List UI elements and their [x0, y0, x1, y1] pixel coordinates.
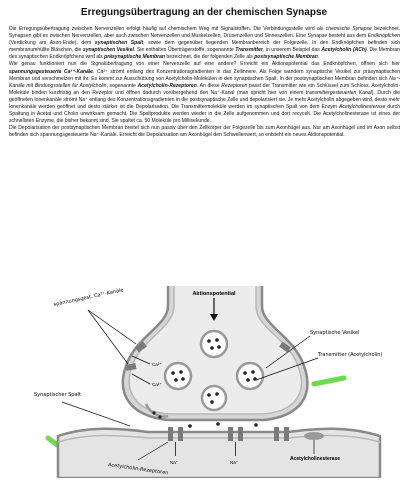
term-synaptischer-spalt: synaptischen Spalt — [94, 40, 144, 47]
ca-ion-label: Ca²⁺ — [152, 382, 162, 387]
text-run: . Ca²⁺ strömt entlang des Konzentrationsgradienten in das Zellinnere. Als Folge wandern synaptische Vesikel zur präsynaptischen Membran und verschmelzen mit ihr. Es kommt zur Ausschüttung von Acetylcholin-Molekülen in den synaptischen Spalt. In der postsynaptischen Membran befinden sich — [9, 68, 401, 82]
paragraph-1 — [9, 26, 400, 61]
text-run: . Die Membran des synaptischen Endknöpfchens wird als — [9, 47, 400, 61]
highlight-stroke — [314, 378, 344, 384]
synapse-diagram — [18, 286, 388, 478]
term-acetylcholinesterase: Acetylcholinesterase — [339, 104, 386, 111]
term-ca-kanaele: spannungsgesteuerte Ca²⁺-Kanäle — [9, 68, 93, 75]
paragraph-3: Die Depolarisation der postsynaptischen Membran breitet sich nun passiv über den Zellkörper der Folgezelle bis zum Axonhügel aus. Nur am Axonhügel und im Axon selbst befinden sich spannungsgesteuerte Na⁺-Kanäle. Erreicht die Depolarisation am Axonhügel den Schwellenwert, so entsteht ein neues Aktionspotential. — [9, 125, 400, 139]
transmitter-molecule — [188, 424, 192, 428]
text-run: , sogenannte — [106, 82, 138, 89]
text-run: bezeichnet, die der folgenden Zelle als — [164, 54, 255, 61]
term-na-kanaele: Na⁺-Kanäle mit Bindungsstellen für Acetylcholin — [9, 75, 400, 89]
document-title: Erregungsübertragung an der chemischen Synapse — [80, 7, 328, 18]
text-run: durch Spaltung in Acetat und Cholin unwirksam gemacht. Die Spaltprodukte werden wieder in die Zelle aufgenommen und dort recycelt. Die Acetylcholinesterase ist eines der schnellsten Enzyme, die bisher bekannt sind. Sie spaltet ca. 50 Moleküle pro Millisekunde. — [9, 104, 401, 125]
acetylcholinesterase-enzyme — [304, 432, 324, 440]
esterase-label: Acetylcholinesterase — [290, 456, 341, 462]
term-praesynaptische-membran: präsynaptische Membran — [104, 54, 165, 61]
transmitter-label: Transmitter (Acetylcholin) — [318, 352, 383, 358]
label-leader — [88, 310, 128, 364]
vesicle-label: Synaptische Vesikel — [310, 330, 360, 336]
text-run: Wie genau funktioniert nun die Signalübertragung von einer Nervenzelle auf eine andere? Erreicht ein Aktionspotential das Endknöpfchen, öffnen sich hier — [9, 61, 400, 68]
term-transmitter: Transmitter — [235, 47, 263, 54]
text-run: , in unserem Beispiel das — [262, 47, 322, 54]
text-run: bezeichnet. Synapsen gibt es zwischen Nervenzellen, aber auch zwischen Nervenzellen und Muskelzellen, Drüsenzellen und Sinneszellen. Eine Synapse besteht aus dem — [9, 26, 401, 40]
paragraph-2 — [9, 61, 400, 125]
label-leader — [88, 310, 136, 344]
term-acetylcholin: Acetylcholin (ACh) — [321, 47, 367, 54]
document-body — [9, 26, 400, 140]
text-run: Die Erregungsübertragung zwischen Nervenzellen erfolgt häufig auf chemischem Weg mit Signalstoffen. Die Verbindungsstelle wird als — [9, 26, 326, 32]
term-acetylcholin-rezeptoren: Acetylcholin-Rezeptoren — [137, 82, 197, 89]
synaptic-cleft-label: Synaptischer Spalt — [34, 392, 81, 398]
na-ion-label: Na⁺ — [170, 460, 179, 465]
synaptic-vesicle — [202, 386, 226, 410]
text-run: . — [317, 54, 320, 61]
term-postsynaptische-membran: postsynaptische Membran — [254, 54, 318, 61]
transmitter-molecule — [254, 423, 258, 427]
transmitter-molecule — [216, 422, 220, 426]
synaptic-vesicle — [165, 363, 191, 389]
synaptic-vesicle — [237, 363, 263, 389]
ca-ion-label: Ca²⁺ — [152, 362, 162, 367]
text-run: ). Durch die geöffneten Ionenkanäle strömt Na⁺ entlang des Konzentrationsgradienten in die postsynaptische Zelle und depolarisiert sie. Je mehr Acetylcholin abgegeben wird, desto mehr Ionenkanäle werden geöffnet und desto stärker ist die Depolarisation. Die Transmittermoleküle werden im synaptischen Spalt von dem Enzym — [9, 89, 400, 111]
term-chemische-synapse: chemische Synapse — [325, 26, 372, 32]
label-leader — [62, 402, 130, 426]
text-run: (Verdickung am Axon-Ende), dem — [9, 40, 95, 47]
receptor-label: Acetylcholin-Rezeptoren — [107, 462, 169, 477]
term-synaptische-vesikel: synaptischen Vesikel — [82, 47, 134, 54]
text-run: . Sie enthalten Überträgerstoffe, sogenannte — [133, 47, 236, 54]
term-transmittergesteuerter-kanal: transmittergesteuerten Kanal — [305, 89, 372, 96]
text-run: passt der Transmitter wie ein Schlüssel zum Schloss. Acetylcholin-Moleküle binden kurzfristig an den Rezeptor und öffnen dadurch vorübergehend den Na⁺-Kanal (man spricht hier von einem — [9, 82, 400, 96]
term-endknoepfchen: Endknöpfchen — [367, 33, 400, 40]
text-run: , sowie dem gegenüber liegenden Membranbereich der Folgezelle. In den Endknöpfchen befinden sich membranumhüllte Bläschen, die — [9, 40, 400, 54]
synapse-figure — [18, 286, 388, 478]
ca-channel-label: spannungsgest. Ca²⁺-Kanäle — [53, 287, 125, 308]
na-ion-label: Na⁺ — [230, 460, 239, 465]
synaptic-vesicle — [201, 331, 227, 357]
text-run: . An diese — [196, 82, 222, 89]
action-potential-label: Aktionspotential — [192, 291, 236, 297]
term-rezeptoren: Rezeptoren — [221, 82, 248, 89]
